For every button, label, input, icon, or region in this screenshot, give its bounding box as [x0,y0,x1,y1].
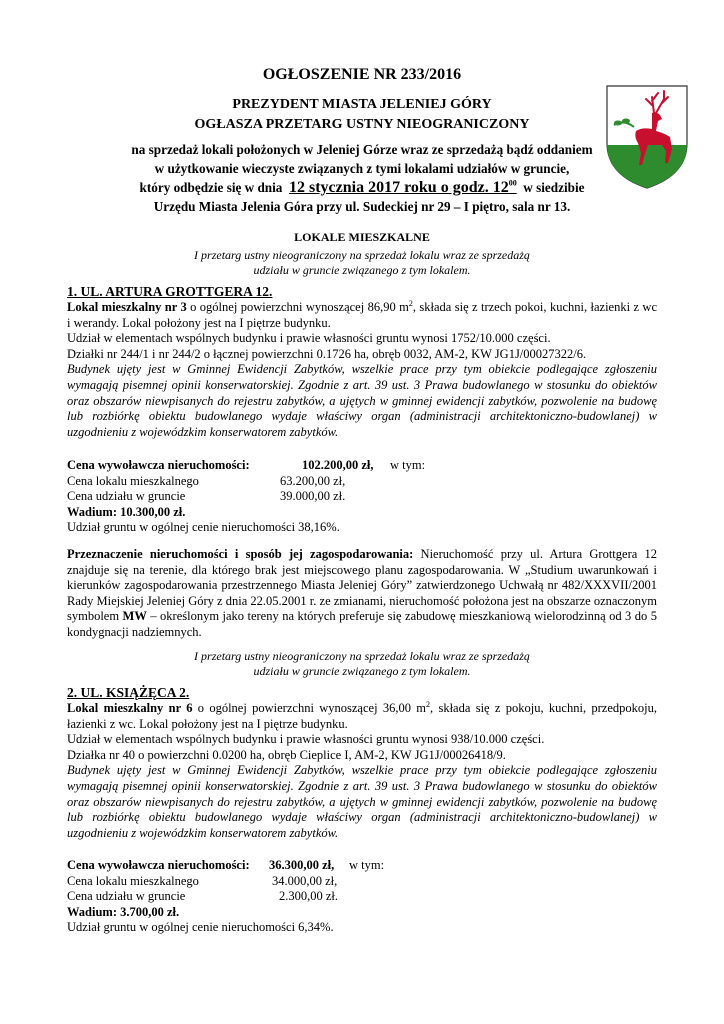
intro-line-3 [60,178,664,197]
item-description-1: Lokal mieszkalny nr 3 o ogólnej powierzchni wynoszącej 86,90 $m^2$, składa się z trzech pokoi, kuchni, łazienki z wc i werandy. Lokal położony jest na I piętrze budynku. Udział w elementach wspólnych budynku i prawie własności gruntu wynosi 1752/10.000 części. Działki nr 244/1 i nr 244/2 o łącznej powierzchni 0.1726 ha, obręb 0032, AM-2, KW JG1J/00027322/6. Budynek ujęty jest w Gminnej Ewidencji Zabytków, wszelkie prace przy tym obiekcie podlegające zgłoszeniu wymagają pisemnej opinii konserwatorskiej. Zgodnie z art. 39 ust. 3 Prawa budowlanego w stosunku do obiektów oraz obszarów niewpisanych do rejestru zabytków, a ujętych w gminnej ewidencji zabytków, pozwolenie na budowę lub rozbiórkę obiektu budowlanego wydaje właściwy organ (administracji architektoniczno-budowlanej) w uzgodnieniu z wojewódzkim konserwatorem zabytków. [67,298,657,439]
heritage-text-2: Budynek ujęty jest w Gminnej Ewidencji Zabytków, wszelkie prace przy tym obiekcie podlegające zgłoszeniu wymagają pisemnej opinii konserwatorskiej. Zgodnie z art. 39 ust. 3 Prawa budowlanego w stosunku do obiektów oraz obszarów niewpisanych do rejestru zabytków, a ujętych w gminnej ewidencji zabytków, pozwolenie na budowę lub rozbiórkę obiektu budowlanego wydaje właściwy organ (administracji architektoniczno-budowlanej) w uzgodnieniu z wojewódzkim konserwatorem zabytków. [67,763,657,840]
price-block-2: Cena wywoławcza nieruchomości: 36.300,00 zł, w tym: Cena lokalu mieszkalnego 34.000,00 zł, Cena udziału w gruncie 2.300,00 zł. Wadium: 3.700,00 zł. Udział gruntu w ogólnej cenie nieruchomości 6,34%. [67,858,385,935]
item-heading-1: 1. UL. ARTURA GROTTGERA 12. [67,284,273,299]
announcement-type: OGŁASZA PRZETARG USTNY NIEOGRANICZONY [194,117,530,132]
intro-line-1: na sprzedaż lokali położonych w Jeleniej Górze wraz ze sprzedażą bądź oddaniem [131,142,593,157]
price-block-1: Cena wywoławcza nieruchomości: 102.200,00 zł, w tym: Cena lokalu mieszkalnego 63.200,00 zł, Cena udziału w gruncie 39.000,00 zł. Wadium: 10.300,00 zł. Udział gruntu w ogólnej cenie nieruchomości 38,16%. [67,458,426,535]
plots-text-2: Działka nr 40 o powierzchni 0.0200 ha, obręb Cieplice I, AM-2, KW JG1J/00026418/9. [67,747,506,762]
share-text-2: Udział w elementach wspólnych budynku i prawie własności gruntu wynosi 938/10.000 części. [67,732,545,747]
auction-date: 12 stycznia 2017 roku o godz. $12^{00}$ [288,178,517,196]
intro-line-4: Urzędu Miasta Jelenia Góra przy ul. Sudeckiej nr 29 – I piętro, sala nr 13. [153,199,571,214]
intro-line-3c: w siedzibie [523,180,585,195]
intro-line-2: w użytkowanie wieczyste związanych z tymi lokalami udziałów w gruncie, [154,161,570,176]
deer-crest-icon [604,83,690,191]
purpose-block-1: Przeznaczenie nieruchomości i sposób jej zagospodarowania: Nieruchomość przy ul. Artura Grottgera 12 znajduje się na terenie, dla którego brak jest miejscowego planu zagospodarowania. W „Studium uwarunkowań i kierunków zagospodarowania przestrzennego Miasta Jeleniej Góry” zatwierdzonego Uchwałą nr 482/XXXVII/2001 Rady Miejskiej Jeleniej Góry z dnia 22.05.2001 r. ze zmianami, nieruchomość położona jest na obszarze oznaczonym symbolem MW – określonym jako tereny na których preferuje się zabudowę mieszkaniową wielorodzinną od 3 do 5 kondygnacji nadziemnych. [67,547,658,639]
item-heading-2: 2. UL. KSIĄŻĘCA 2. [67,685,190,700]
auction-note-2: I przetarg ustny nieograniczony na sprzedaż lokalu wraz ze sprzedażą udziału w gruncie związanego z tym lokalem. [194,649,530,678]
page-title: OGŁOSZENIE NR 233/2016 [262,66,462,83]
plots-text-1: Działki nr 244/1 i nr 244/2 o łącznej powierzchni 0.1726 ha, obręb 0032, AM-2, KW JG1J/00027322/6. [67,346,587,361]
auction-note-1: I przetarg ustny nieograniczony na sprzedaż lokalu wraz ze sprzedażą udziału w gruncie związanego z tym lokalem. [194,248,530,277]
share-text-1: Udział w elementach wspólnych budynku i prawie własności gruntu wynosi 1752/10.000 części. [67,331,551,346]
section-heading: LOKALE MIESZKALNE [294,230,430,244]
intro-line-3a: który odbędzie się w dnia [139,180,283,195]
heritage-text-1: Budynek ujęty jest w Gminnej Ewidencji Zabytków, wszelkie prace przy tym obiekcie podlegające zgłoszeniu wymagają pisemnej opinii konserwatorskiej. Zgodnie z art. 39 ust. 3 Prawa budowlanego w stosunku do obiektów oraz obszarów niewpisanych do rejestru zabytków, a ujętych w gminnej ewidencji zabytków, pozwolenie na budowę lub rozbiórkę obiektu budowlanego wydaje właściwy organ (administracji architektoniczno-budowlanej) w uzgodnieniu z wojewódzkim konserwatorem zabytków. [67,362,657,439]
intro-block [60,140,664,216]
announcer-line: PREZYDENT MIASTA JELENIEJ GÓRY [232,97,492,112]
item-description-2: Lokal mieszkalny nr 6 o ogólnej powierzchni wynoszącej 36,00 $m^2$, składa się z pokoju, kuchni, przedpokoju, łazienki z wc. Lokal położony jest na I piętrze budynku. Udział w elementach wspólnych budynku i prawie własności gruntu wynosi 938/10.000 części. Działka nr 40 o powierzchni 0.0200 ha, obręb Cieplice I, AM-2, KW JG1J/00026418/9. Budynek ujęty jest w Gminnej Ewidencji Zabytków, wszelkie prace przy tym obiekcie podlegające zgłoszeniu wymagają pisemnej opinii konserwatorskiej. Zgodnie z art. 39 ust. 3 Prawa budowlanego w stosunku do obiektów oraz obszarów niewpisanych do rejestru zabytków, a ujętych w gminnej ewidencji zabytków, pozwolenie na budowę lub rozbiórkę obiektu budowlanego wydaje właściwy organ (administracji architektoniczno-budowlanej) w uzgodnieniu z wojewódzkim konserwatorem zabytków. [67,699,657,840]
